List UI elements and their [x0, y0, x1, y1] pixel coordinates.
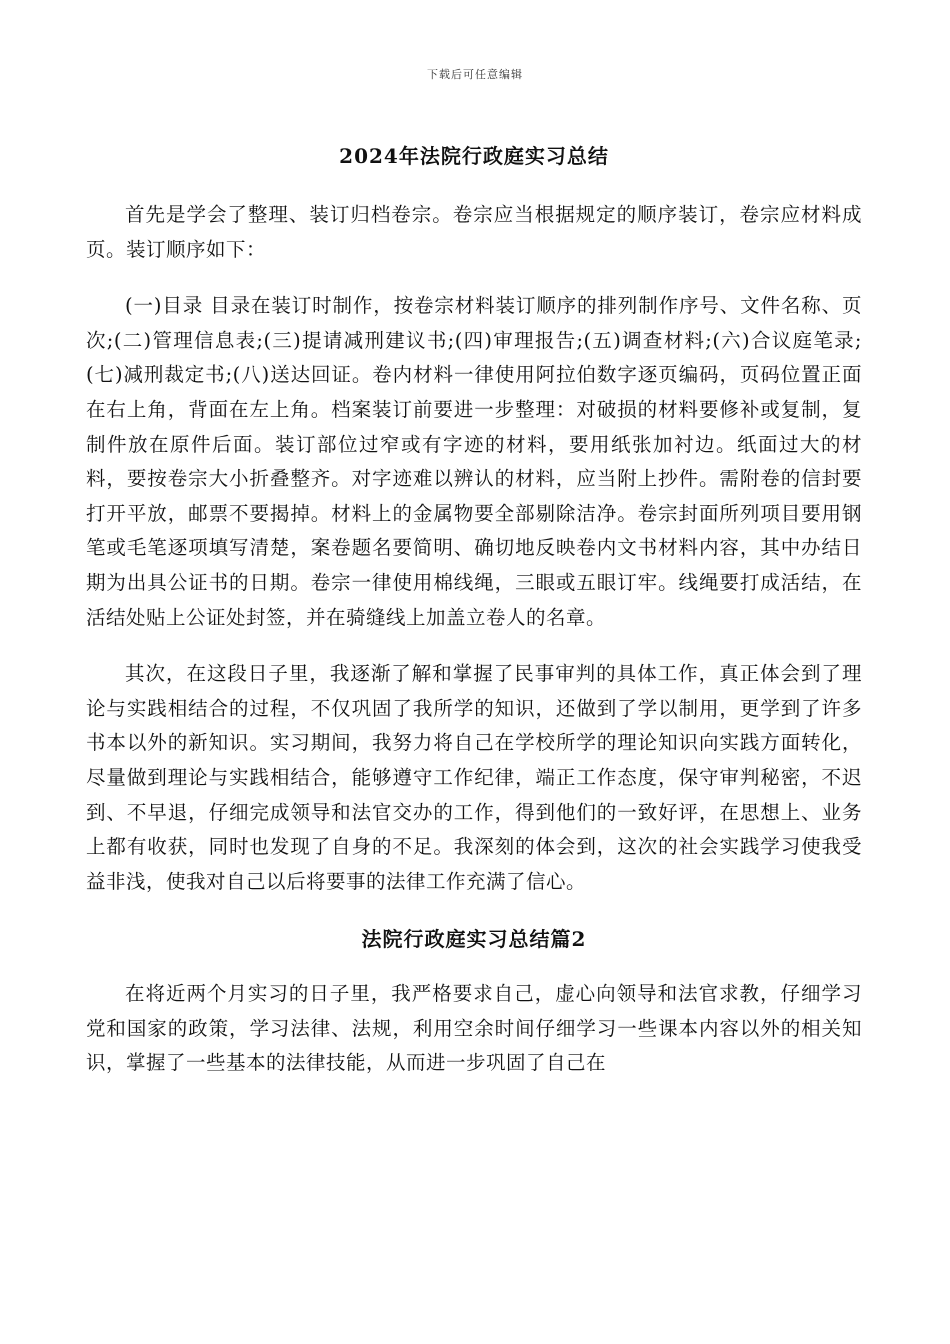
header-note: 下载后可任意编辑 — [427, 68, 523, 81]
section2-paragraph-1: 在将近两个月实习的日子里，我严格要求自己，虚心向领导和法官求教，仔细学习党和国家的政策，学习法律、法规，利用空余时间仔细学习一些课本内容以外的相关知识，掌握了一些基本的法律技能，从而进一步巩固了自己在 — [86, 982, 862, 1075]
document-title: 2024年法院行政庭实习总结 — [339, 144, 609, 168]
section-title: 法院行政庭实习总结篇2 — [361, 927, 587, 952]
paragraph-1: 首先是学会了整理、装订归档卷宗。卷宗应当根据规定的顺序装订，卷宗应材料成页。装订顺序如下： — [86, 203, 862, 261]
document-body — [86, 138, 862, 1103]
paragraph-2: (一)目录 目录在装订时制作，按卷宗材料装订顺序的排列制作序号、文件名称、页次;(二)管理信息表;(三)提请减刑建议书;(四)审理报告;(五)调查材料;(六)合议庭笔录;(七)减刑裁定书;(八)送达回证。卷内材料一律使用阿拉伯数字逐页编码，页码位置正面在右上角，背面在左上角。档案装订前要进一步整理：对破损的材料要修补或复制，复制件放在原件后面。装订部位过窄或有字迹的材料，要用纸张加衬边。纸面过大的材料，要按卷宗大小折叠整齐。对字迹难以辨认的材料，应当附上抄件。需附卷的信封要打开平放，邮票不要揭掉。材料上的金属物要全部剔除洁净。卷宗封面所列项目要用钢笔或毛笔逐项填写清楚，案卷题名要简明、确切地反映卷内文书材料内容，其中办结日期为出具公证书的日期。卷宗一律使用棉线绳，三眼或五眼订牢。线绳要打成活结，在活结处贴上公证处封签，并在骑缝线上加盖立卷人的名章。 — [86, 294, 862, 629]
paragraph-3: 其次，在这段日子里，我逐渐了解和掌握了民事审判的具体工作，真正体会到了理论与实践相结合的过程，不仅巩固了我所学的知识，还做到了学以制用，更学到了许多书本以外的新知识。实习期间，我努力将自己在学校所学的理论知识向实践方面转化，尽量做到理论与实践相结合，能够遵守工作纪律，端正工作态度，保守审判秘密，不迟到、不早退，仔细完成领导和法官交办的工作，得到他们的一致好评，在思想上、业务上都有收获，同时也发现了自身的不足。我深刻的体会到，这次的社会实践学习使我受益非浅，使我对自己以后将要事的法律工作充满了信心。 — [86, 662, 862, 893]
